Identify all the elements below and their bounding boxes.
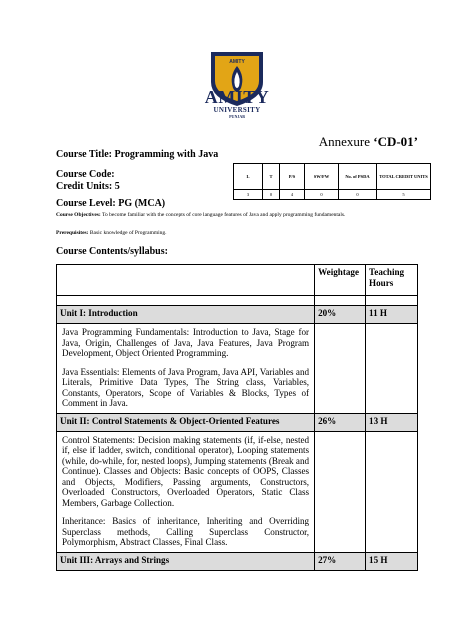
crest-text: AMITY — [229, 59, 245, 65]
objectives-text: To become familiar with the concepts of core language features of Java and apply programming fundamentals. — [100, 212, 346, 218]
unit-row — [57, 552, 418, 570]
credit-value-swfw: 0 — [305, 190, 339, 200]
unit-row — [57, 306, 418, 324]
header-blank-cell — [57, 265, 315, 296]
unit-content — [57, 431, 315, 552]
unit-paragraph: Inheritance: Basics of inheritance, Inheriting and Overriding Superclass methods, Calling Superclass Constructor, Polymorphism, Abstract Classes, Final Class. — [62, 516, 310, 547]
annexure-label — [319, 134, 418, 150]
credit-table-header-row — [234, 164, 431, 190]
course-code-block — [56, 169, 120, 193]
spacer-row — [57, 296, 418, 306]
unit-hours: 15 H — [366, 552, 418, 570]
credit-units: Credit Units: 5 — [56, 181, 120, 192]
unit-paragraph: Java Programming Fundamentals: Introduction to Java, Stage for Java, Origin, Challenges of Java, Java Features, Java Program Development, Object Oriented Programming. — [62, 327, 310, 358]
unit-content-row — [57, 431, 418, 552]
logo-line-3: PUNJAB — [229, 114, 245, 119]
credit-value-psda: 0 — [339, 190, 377, 200]
unit-weightage: 26% — [315, 413, 366, 431]
contents-heading: Course Contents/syllabus: — [56, 246, 168, 257]
unit-title: Unit I: Introduction — [57, 306, 315, 324]
annexure-code: ‘CD-01’ — [373, 134, 418, 149]
unit-content — [57, 324, 315, 414]
prerequisites — [56, 230, 167, 236]
course-title: Course Title: Programming with Java — [56, 149, 219, 160]
weightage-header: Weightage — [315, 265, 366, 296]
logo-line-1: AMITY — [204, 87, 270, 107]
course-level: Course Level: PG (MCA) — [56, 198, 166, 209]
credit-header-l: L — [234, 164, 263, 190]
syllabus-header-row — [57, 265, 418, 296]
prerequisites-label: Prerequisites: — [56, 230, 89, 236]
credit-table-value-row — [234, 190, 431, 200]
unit-title: Unit II: Control Statements & Object-Oriented Features — [57, 413, 315, 431]
credit-value-total: 5 — [377, 190, 431, 200]
annexure-prefix: Annexure — [318, 134, 374, 149]
unit-paragraph: Control Statements: Decision making statements (if, if-else, nested if, else if ladder, switch, conditional operator), Looping statements (while, do-while, for, nested loops), Jumping statements (Break and Continue). Classes and Objects: Basic concepts of OOPS, Classes and Objects, Modifiers, Passing arguments, Constructors, Overloaded Constructors, Overloaded Operators, Static Class Members, Garbage Collection. — [62, 434, 310, 508]
unit-row — [57, 413, 418, 431]
credit-table — [233, 163, 431, 200]
credit-value-t: 0 — [263, 190, 280, 200]
unit-hours: 11 H — [366, 306, 418, 324]
credit-value-l: 3 — [234, 190, 263, 200]
credit-header-ps: P/S — [280, 164, 305, 190]
credit-value-ps: 4 — [280, 190, 305, 200]
course-code: Course Code: — [56, 169, 115, 180]
hours-header: Teaching Hours — [366, 265, 418, 296]
credit-header-total: TOTAL CREDIT UNITS — [377, 164, 431, 190]
credit-header-psda: No. of PSDA — [339, 164, 377, 190]
course-objectives — [56, 212, 426, 218]
logo-wordmark — [186, 88, 288, 119]
syllabus-table — [56, 264, 418, 571]
logo-line-2: UNIVERSITY — [213, 106, 261, 114]
objectives-label: Course Objectives: — [56, 212, 101, 218]
unit-weightage: 27% — [315, 552, 366, 570]
unit-paragraph: Java Essentials: Elements of Java Program, Java API, Variables and Literals, Primitive Data Types, The String class, Variables, Constants, Operators, Scope of Variables & Blocks, Types of Comment in Java. — [62, 366, 310, 408]
unit-hours: 13 H — [366, 413, 418, 431]
prerequisites-text: Basic knowledge of Programming. — [88, 230, 167, 236]
unit-content-row — [57, 324, 418, 414]
credit-header-t: T — [263, 164, 280, 190]
unit-title: Unit III: Arrays and Strings — [57, 552, 315, 570]
credit-header-swfw: SW/FW — [305, 164, 339, 190]
unit-weightage: 20% — [315, 306, 366, 324]
